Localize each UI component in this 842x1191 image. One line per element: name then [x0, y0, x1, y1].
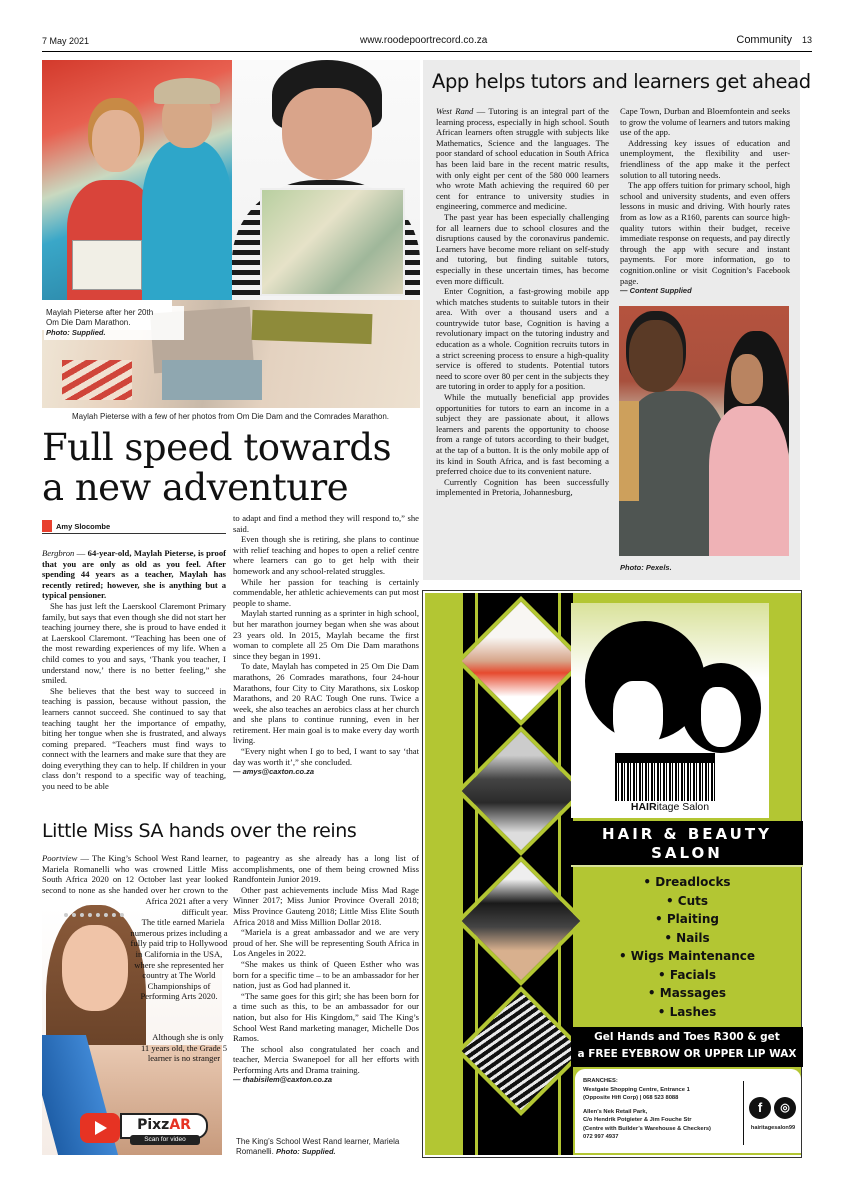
author-name: Amy Slocombe: [56, 522, 111, 531]
byline: [42, 520, 226, 534]
byline-marker-icon: [42, 520, 52, 532]
play-icon[interactable]: [80, 1113, 120, 1143]
site-url[interactable]: www.roodepoortrecord.co.za: [360, 35, 488, 46]
article-app-col1: West Rand — Tutoring is an integral part of the learning process, especially in high school. South African learners often struggle with subjects like Mathematics, Science and the languages. The poor standard of school education in South Africa has been laid bare in the recent matric results, with only eight per cent of the 580 000 learners who wrote Math achieving the required 60 per cent for entrance to university studies in engineering, commerce and medicine. The past year has been especially challenging for all learners due to school closures and the disruptions caused by the coronavirus pandemic. Learners have become more reliant on self-study and tutoring, but finding suitable tutors, especially in these uncertain times, has become even more difficult. Enter Cognition, a fast-growing mobile app which matches students to suitable tutors in their area. With over a thousand users and a countrywide tutor base, Cognition is having a revolutionary impact on the tutoring industry and education as a whole. Cognition recruits tutors in a strict screening process to ensure a high-quality service is offered to students. Potential tutors need to score over 80 per cent in the subjects they are tutoring in order to apply for a position. While the mutually beneficial app provides opportunities for tutors to earn an income in a subject they are passionate about, it allows learners and parents the opportunity to choose from a range of tutors according to their budget, at the tap of a button. It is the only mobile app of its kind in South Africa, and is fast becoming a preferred choice due to its convenient nature. Currently Cognition has been successfully implemented in Pretoria, Johannesburg,: [436, 106, 609, 498]
page-header: [42, 34, 812, 48]
brand-name: HAIRitage Salon: [630, 801, 710, 813]
author-email[interactable]: — amys@caxton.co.za: [233, 767, 315, 777]
service-item: • Lashes: [657, 1004, 717, 1019]
author-email[interactable]: — thabisilem@caxton.co.za: [233, 1075, 333, 1085]
pixzar-scan-badge[interactable]: [80, 1110, 225, 1144]
photo-maylah-marathon: [42, 60, 232, 300]
headline-app: App helps tutors and learners get ahead: [432, 70, 811, 93]
photo-caption-2: Maylah Pieterse with a few of her photos from Om Die Dam and the Comrades Marathon.: [72, 412, 390, 421]
salon-logo: [571, 603, 769, 818]
article-miss-wrap: Africa 2021 after a very difficult year. The title earned Mariela numerous prizes including a fully paid trip to Hollywood in California in the USA, where she represented her country at The World Championships of Performing Arts 2020.: [130, 896, 228, 1002]
content-supplied: — Content Supplied: [620, 286, 692, 296]
service-item: • Nails: [664, 930, 710, 945]
service-item: • Cuts: [665, 893, 709, 908]
photo-caption-1: Maylah Pieterse after her 20th Om Die Dam Marathon. Photo: Supplied.: [44, 306, 184, 340]
offer-banner: Gel Hands and Toes R300 & get a FREE EYEBROW OR UPPER LIP WAX: [571, 1027, 803, 1067]
photo-students-phone: [619, 306, 789, 556]
social-handle: hairitagesalon99: [750, 1125, 796, 1131]
header-rule: [42, 51, 812, 52]
services-list: [571, 873, 803, 1021]
hairitage-advert[interactable]: [422, 590, 802, 1158]
service-item: • Wigs Maintenance: [618, 949, 756, 963]
instagram-icon[interactable]: ◎: [774, 1097, 796, 1119]
service-item: • Plaiting: [655, 912, 719, 926]
pixzar-logo: PixzAR: [120, 1113, 208, 1139]
section-name: Community: [736, 34, 792, 46]
article-main-col1: Bergbron — 64-year-old, Maylah Pieterse, is proof that you are only as old as you feel. After spending 44 years as a teacher, Maylah has recently retired; however, she is anything but a typical pensioner. She has just left the Laerskool Claremont Primary family, but says that even though she did not start her teaching journey there, she is proud to have ended it at Laerskool Claremont. “Teaching has been one of the most rewarding experiences of my life. When a child comes to you and says, ‘Thank you teacher, I understand now,’ there is no better feeling,” she smiled. She believes that the best way to succeed in teaching is passion, because without passion, the learners cannot succeed. She continued to say that teaching taught her the importance of empathy, biting her tongue when she is frustrated, and always coming prepared. “Teachers must find ways to connect with the learners and make sure that they are doing everything they can to help. If children in your class don’t respond to a specific way of teaching, you need to be able: [42, 548, 226, 792]
scan-for-video-label: Scan for video: [130, 1135, 200, 1145]
article-miss-col2: to pageantry as she already has a long list of accomplishments, one of them being crowned Miss Randfontein Junior 2019. Other past achievements include Miss Mad Rage Winner 2017; Miss Junior Province Overall 2018; Miss Province Gauteng 2018; Little Miss Elite South Africa 2018 and Miss Million Dollar 2018. “Mariela is a great ambassador and we are very proud of her. She will be representing South Africa in Los Angeles in 2022. “She makes us think of Queen Esther who was born for a specific time – to be an ambassador for her nation, just as God had planned it. “The same goes for this girl; she has been born for a time such as this, to be an ambassador for our nation, but also for His Kingdom,” said The King’s School West Rand marketing manager, Michelle Dos Ramos. The school also congratulated her coach and teacher, Mercia Swanepoel for all her efforts with Performing Arts and Drama training. — thabisilem@caxton.co.za: [233, 853, 419, 1085]
divider: [743, 1081, 744, 1145]
advert-background: [425, 593, 801, 1155]
page-number: 13: [801, 35, 812, 45]
ad-title-banner: HAIR & BEAUTY SALON: [571, 821, 803, 867]
article-miss-intro: Poortview — The King’s School West Rand learner, Mariela Romanelli who was crowned Little Miss South Africa 2020 on 12 October last year looked second to none as she handed over her crown to the: [42, 853, 228, 895]
service-item: • Massages: [647, 986, 727, 1000]
issue-date: 7 May 2021: [42, 36, 90, 46]
article-app-col2: Cape Town, Durban and Bloemfontein and seeks to grow the volume of learners and tutors making use of the app. Addressing key issues of education and unemployment, the flexibility and user-friendliness of the app make it the perfect solution to all tutoring needs. The app offers tuition for primary school, high school and university students, and even offers lessons in music and driving. With hourly rates from as low as a R160, parents can source high-quality tutors within their budget, receive immediate response on requests, and pay directly through the app with secure and instant payments. For more information, go to cognition.online or visit Cognition’s Facebook page. — Content Supplied: [620, 106, 790, 296]
service-item: • Facials: [657, 967, 717, 982]
photo-credit: Photo: Supplied.: [46, 328, 106, 337]
headline-little-miss: Little Miss SA hands over the reins: [42, 820, 357, 842]
article-miss-wrap-end: Although she is only 11 years old, the Grade 5 learner is no stranger: [140, 1032, 228, 1064]
branches-panel: BRANCHES: Westgate Shopping Centre, Entrance 1 (Opposite Hifi Corp) | 068 523 8088 Allen’s Nek Retail Park, C/o Hendrik Potgieter & Jim Fouche Str (Centre with Builder’s Warehouse & Checkers) 072 997 4937 f ◎ hairitagesalon99: [575, 1069, 801, 1153]
facebook-icon[interactable]: f: [749, 1097, 771, 1119]
headline-full-speed: Full speed towards a new adventure: [42, 426, 392, 509]
article-main-col2: to adapt and find a method they will respond to,” she said. Even though she is retiring, she plans to continue with relief teaching and hopes to open a relief centre where learners can go to get help with their homework and any school-related struggles. While her passion for teaching is certainly commendable, her athletic achievements can put most people to shame. Maylah started running as a sprinter in high school, but her marathon journey began when she was about 23 years old. In 2015, Maylah became the first woman to complete all 25 Om Die Dam marathons since they began in 1991. To date, Maylah has competed in 25 Om Die Dam marathons, 26 Comrades marathons, four 24-hour Marathons, four City to City Marathons, six Loskop Marathons, and 20 RAC Tough One runs. Twice a week, she also teaches an aerobics class at her church and she plans to continue running, even in her retirement. Her main goal is to make every day worth living. “Every night when I go to bed, I want to say ‘that day was worth it’,” she concluded. — amys@caxton.co.za: [233, 513, 419, 777]
photo-credit-pexels: Photo: Pexels.: [620, 563, 672, 572]
photo-caption-mariela: The King’s School West Rand learner, Mariela Romanelli. Photo: Supplied.: [236, 1137, 400, 1156]
barcode-icon: [615, 763, 715, 801]
service-item: • Dreadlocks: [643, 875, 731, 889]
